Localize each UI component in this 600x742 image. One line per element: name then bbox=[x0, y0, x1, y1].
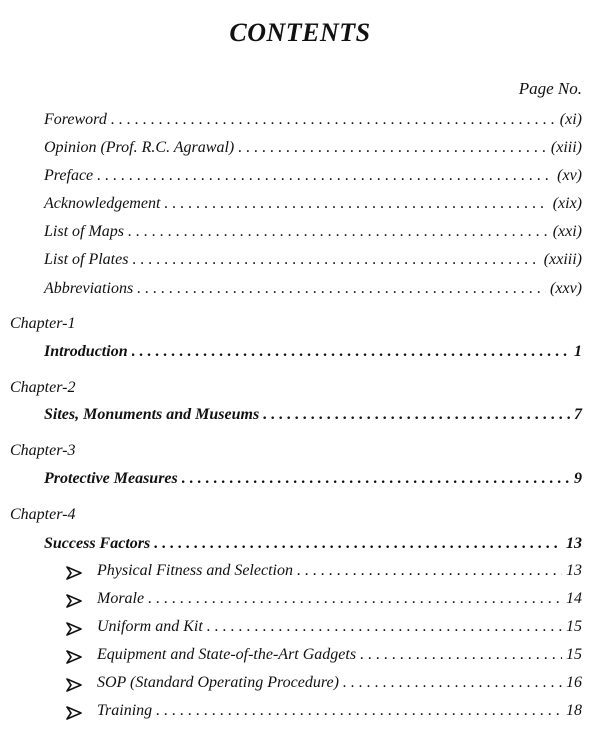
chapter-page: 1 bbox=[574, 343, 582, 360]
chapter-page: 13 bbox=[566, 535, 582, 552]
toc-entry-label: Preface bbox=[44, 167, 94, 184]
toc-subsection bbox=[97, 702, 582, 720]
subsection-title: Training bbox=[97, 702, 153, 719]
leader-dots bbox=[132, 343, 570, 361]
arrow-bullet-icon bbox=[66, 649, 82, 665]
arrow-bullet-icon bbox=[66, 621, 82, 637]
leader-dots bbox=[154, 535, 562, 553]
toc-entry-opinion bbox=[44, 139, 582, 157]
leader-dots bbox=[156, 702, 562, 720]
page-number-header: Page No. bbox=[518, 79, 582, 98]
toc-entry-page: (xi) bbox=[559, 111, 582, 128]
leader-dots bbox=[360, 646, 562, 664]
toc-entry-label: Abbreviations bbox=[44, 280, 134, 297]
leader-dots bbox=[343, 674, 562, 692]
subsection-page: 15 bbox=[566, 646, 582, 663]
subsection-title: Physical Fitness and Selection bbox=[97, 562, 293, 579]
chapter-page: 9 bbox=[574, 470, 582, 487]
toc-subsection bbox=[97, 674, 582, 692]
toc-entry-abbreviations bbox=[44, 280, 582, 298]
subsection-title: Equipment and State-of-the-Art Gadgets bbox=[97, 646, 357, 663]
leader-dots bbox=[263, 406, 570, 424]
toc-entry-label: List of Plates bbox=[44, 251, 129, 268]
subsection-page: 14 bbox=[566, 590, 582, 607]
toc-entry-label: Opinion (Prof. R.C. Agrawal) bbox=[44, 139, 235, 156]
toc-subsection bbox=[97, 646, 582, 664]
toc-subsection bbox=[97, 562, 582, 580]
toc-entry-page: (xiii) bbox=[550, 139, 582, 156]
leader-dots bbox=[148, 590, 562, 608]
toc-entry-acknowledgement bbox=[44, 195, 582, 213]
leader-dots bbox=[297, 562, 562, 580]
subsection-page: 15 bbox=[566, 618, 582, 635]
toc-entry-label: List of Maps bbox=[44, 223, 125, 240]
toc-entry-page: (xxi) bbox=[552, 223, 582, 240]
leader-dots bbox=[132, 251, 539, 269]
toc-subsection bbox=[97, 590, 582, 608]
leader-dots bbox=[182, 470, 570, 488]
toc-chapter-protective bbox=[44, 470, 582, 488]
toc-entry-foreword bbox=[44, 111, 582, 129]
subsection-title: Uniform and Kit bbox=[97, 618, 203, 635]
toc-entry-page: (xix) bbox=[552, 195, 582, 212]
toc-entry-list-of-maps bbox=[44, 223, 582, 241]
chapter-title: Protective Measures bbox=[44, 470, 178, 487]
toc-entry-label: Foreword bbox=[44, 111, 107, 128]
leader-dots bbox=[207, 618, 562, 636]
toc-entry-page: (xxv) bbox=[550, 280, 582, 297]
leader-dots bbox=[164, 195, 548, 213]
chapter-label: Chapter-2 bbox=[10, 379, 76, 396]
page-title: CONTENTS bbox=[229, 18, 371, 47]
subsection-page: 18 bbox=[566, 702, 582, 719]
leader-dots bbox=[128, 223, 549, 241]
arrow-bullet-icon bbox=[66, 677, 82, 693]
arrow-bullet-icon bbox=[66, 593, 82, 609]
leader-dots bbox=[238, 139, 547, 157]
toc-entry-page: (xxiii) bbox=[543, 251, 582, 268]
leader-dots bbox=[137, 280, 546, 298]
chapter-label: Chapter-3 bbox=[10, 442, 76, 459]
toc-entry-list-of-plates bbox=[44, 251, 582, 269]
toc-chapter-introduction bbox=[44, 343, 582, 361]
toc-chapter-success bbox=[44, 535, 582, 553]
chapter-title: Sites, Monuments and Museums bbox=[44, 406, 260, 423]
subsection-title: SOP (Standard Operating Procedure) bbox=[97, 674, 339, 691]
toc-entry-page: (xv) bbox=[557, 167, 582, 184]
subsection-page: 13 bbox=[566, 562, 582, 579]
chapter-title: Success Factors bbox=[44, 535, 151, 552]
chapter-page: 7 bbox=[574, 406, 582, 423]
subsection-page: 16 bbox=[566, 674, 582, 691]
chapter-title: Introduction bbox=[44, 343, 128, 360]
leader-dots bbox=[97, 167, 553, 185]
toc-subsection bbox=[97, 618, 582, 636]
arrow-bullet-icon bbox=[66, 565, 82, 581]
toc-entry-label: Acknowledgement bbox=[44, 195, 161, 212]
toc-chapter-sites bbox=[44, 406, 582, 424]
chapter-label: Chapter-4 bbox=[10, 506, 76, 523]
subsection-title: Morale bbox=[97, 590, 145, 607]
arrow-bullet-icon bbox=[66, 705, 82, 721]
toc-entry-preface bbox=[44, 167, 582, 185]
leader-dots bbox=[111, 111, 556, 129]
chapter-label: Chapter-1 bbox=[10, 315, 76, 332]
